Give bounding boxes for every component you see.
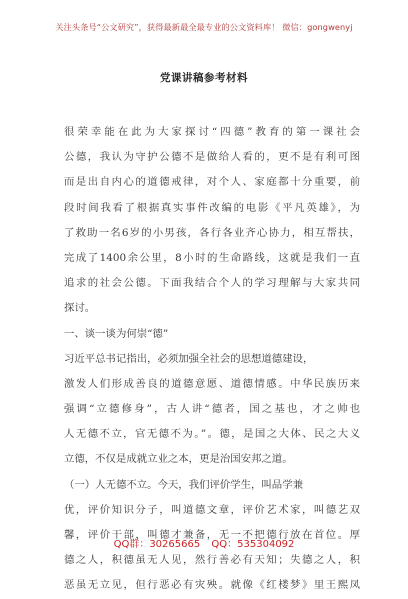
contact-footer (0, 535, 408, 550)
body-line: 追求的社会公德。下面我结合个人的学习理解与大家共同 (64, 277, 360, 290)
document-body (64, 120, 360, 599)
header-banner: 关注头条号“公文研究”，获得最新最全最专业的公文资料库！ 微信：gongwenyj (55, 22, 353, 32)
body-line: 德之人，积德虽无人见，然行善必有天知；失德之人，积 (64, 554, 360, 567)
qq-number: QQ：535304092 (211, 539, 295, 550)
body-line: 馨，评价干部，叫德才兼备，无一不把德行放在首位。厚 (64, 529, 360, 542)
body-line: （一）人无德不立。今天，我们评价学生，叫品学兼 (64, 478, 303, 491)
body-line: 探讨。 (64, 302, 96, 315)
body-line: 一、谈一谈为何崇“德” (64, 327, 169, 340)
body-line: 而是出自内心的道德戒律，对个人、家庭都十分重要，前 (64, 176, 360, 189)
body-line: 很荣幸能在此为大家探讨“四德”教育的第一课社会 (64, 126, 360, 138)
body-line: 优，评价知识分子，叫道德文章，评价艺术家，叫德艺双 (64, 503, 360, 516)
body-line: 立德，不仅是成就立业之本，更是治国安邦之道。 (64, 453, 293, 466)
body-line: 习近平总书记指出，必须加强全社会的思想道德建设， (64, 352, 314, 365)
qq-group-number: QQ群：30265665 (113, 539, 201, 550)
body-line: 强调“立德修身”，古人讲“德者，国之基也，才之帅也 (64, 403, 360, 416)
body-line: 公德，我认为守护公德不是做给人看的，更不是有利可图 (64, 151, 360, 164)
body-line: 了救助一名6岁的小男孩，各行各业齐心协力，相互帮扶， (64, 226, 360, 239)
body-line: 恶虽无立见，但行恶必有灾殃。就像《红楼梦》里王熙凤 (64, 579, 360, 592)
body-line: 激发人们形成善良的道德意愿、道德情感。中华民族历来 (64, 377, 360, 390)
body-line: 人无德不立，官无德不为。”。德，是国之大体、民之大义 (64, 428, 360, 441)
body-line: 完成了1400余公里，8小时的生命路线，这就是我们一直 (64, 251, 360, 264)
body-line: 段时间我看了根据真实事件改编的电影《平凡英雄》，为 (64, 201, 360, 214)
page-title: 党课讲稿参考材料 (160, 72, 248, 84)
